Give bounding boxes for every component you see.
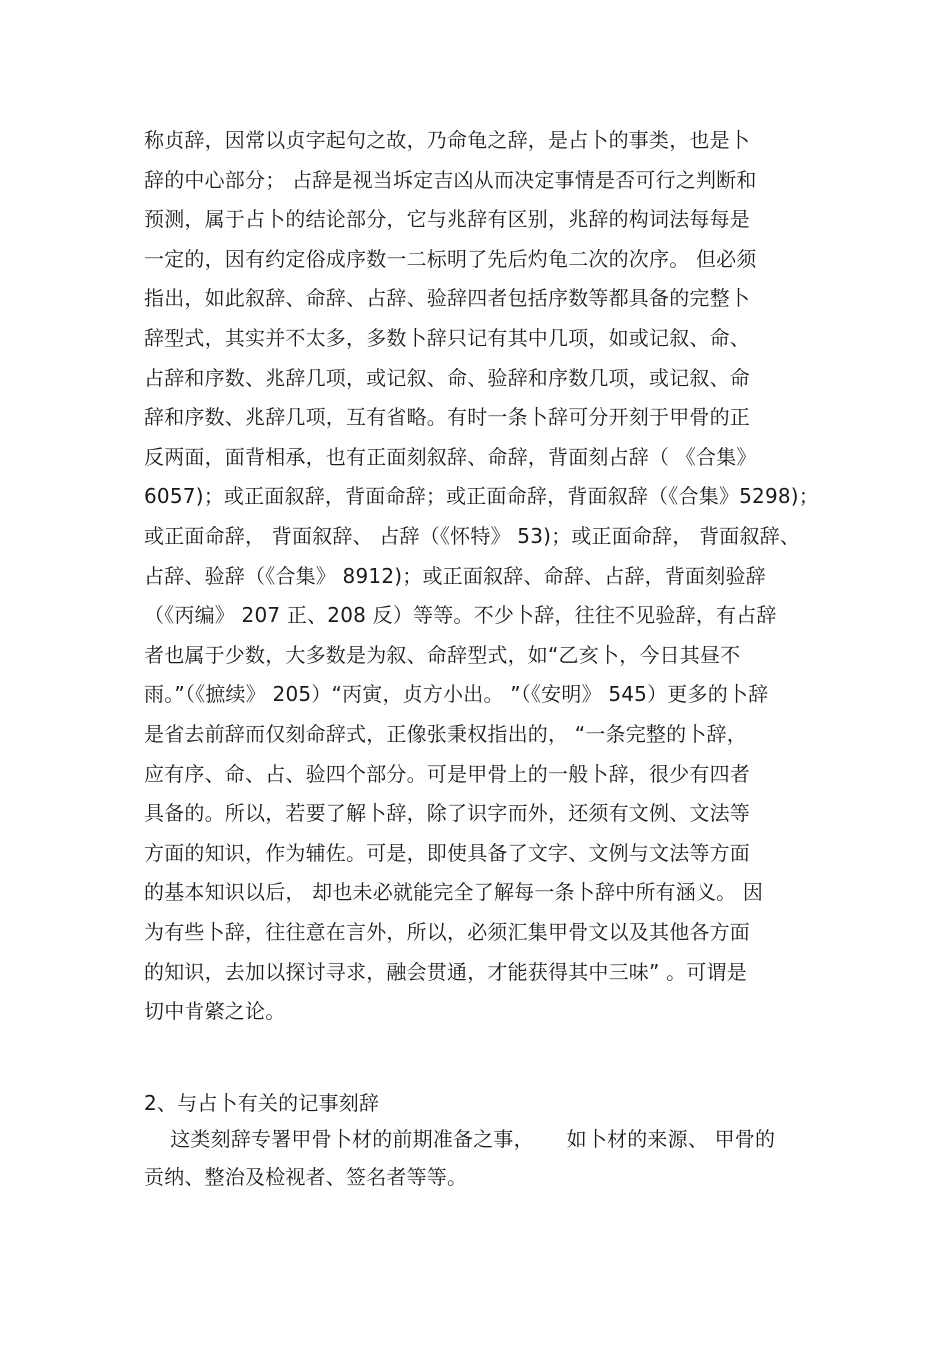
text-line: 这类刻辞专署甲骨卜材的前期准备之事， 如卜材的来源、 甲骨的 — [144, 1127, 776, 1151]
text-line: 切中肯綮之论。 — [144, 999, 286, 1024]
text-line: 的基本知识以后， 却也未必就能完全了解每一条卜辞中所有涵义。 因 — [144, 880, 764, 905]
text-line: 辞型式，其实并不太多，多数卜辞只记有其中几项，如或记叙、命、 — [144, 326, 750, 350]
text-line: 贡纳、整治及检视者、签名者等等。 — [144, 1165, 468, 1189]
text-line: 占辞和序数、兆辞几项，或记叙、命、验辞和序数几项，或记叙、命 — [144, 365, 750, 390]
text-line: 6057)；或正面叙辞，背面命辞；或正面命辞，背面叙辞（《合集》5298)； — [144, 484, 820, 509]
text-line: 反两面，面背相承，也有正面刻叙辞、命辞，背面刻占辞（ 《合集》 — [144, 444, 757, 469]
section-heading: 2、与占卜有关的记事刻辞 — [144, 1091, 380, 1115]
text-line: 方面的知识，作为辅佐。可是，即使具备了文字、文例与文法等方面 — [144, 840, 750, 865]
text-line: 应有序、命、占、验四个部分。可是甲骨上的一般卜辞，很少有四者 — [144, 761, 750, 786]
text-line: 辞和序数、兆辞几项，互有省略。有时一条卜辞可分开刻于甲骨的正 — [144, 405, 750, 430]
text-line: 是省去前辞而仅刻命辞式，正像张秉权指出的， “一条完整的卜辞， — [144, 722, 747, 746]
text-line: 者也属于少数，大多数是为叙、命辞型式，如“乙亥卜，今日其昼不 — [144, 642, 741, 667]
text-line: 称贞辞，因常以贞字起句之故，乃命龟之辞，是占卜的事类，也是卜 — [144, 128, 750, 152]
text-line: 具备的。所以，若要了解卜辞，除了识字而外，还须有文例、文法等 — [144, 801, 750, 826]
text-line: 为有些卜辞，往往意在言外，所以，必须汇集甲骨文以及其他各方面 — [144, 920, 750, 944]
text-line: 占辞、验辞（《合集》 8912)；或正面叙辞、命辞、占辞，背面刻验辞 — [144, 563, 766, 588]
text-line: 雨。”（《摭续》 205）“丙寅，贞方小出。 ”（《安明》 545）更多的卜辞 — [144, 682, 769, 707]
text-line: 预测，属于占卜的结论部分，它与兆辞有区别，兆辞的构词法每每是 — [144, 207, 750, 232]
text-line: 指出，如此叙辞、命辞、占辞、验辞四者包括序数等都具备的完整卜 — [144, 286, 750, 311]
text-line: 一定的，因有约定俗成序数一二标明了先后灼龟二次的次序。 但必须 — [144, 246, 757, 271]
text-line: （《丙编》 207 正、208 反）等等。不少卜辞，往往不见验辞，有占辞 — [144, 603, 777, 628]
text-line: 或正面命辞， 背面叙辞、 占辞（《怀特》 53)；或正面命辞， 背面叙辞、 — [144, 524, 801, 548]
text-line: 辞的中心部分； 占辞是视当坼定吉凶从而决定事情是否可行之判断和 — [144, 167, 757, 192]
text-line: 的知识，去加以探讨寻求，融会贯通，才能获得其中三味” 。可谓是 — [144, 959, 747, 984]
